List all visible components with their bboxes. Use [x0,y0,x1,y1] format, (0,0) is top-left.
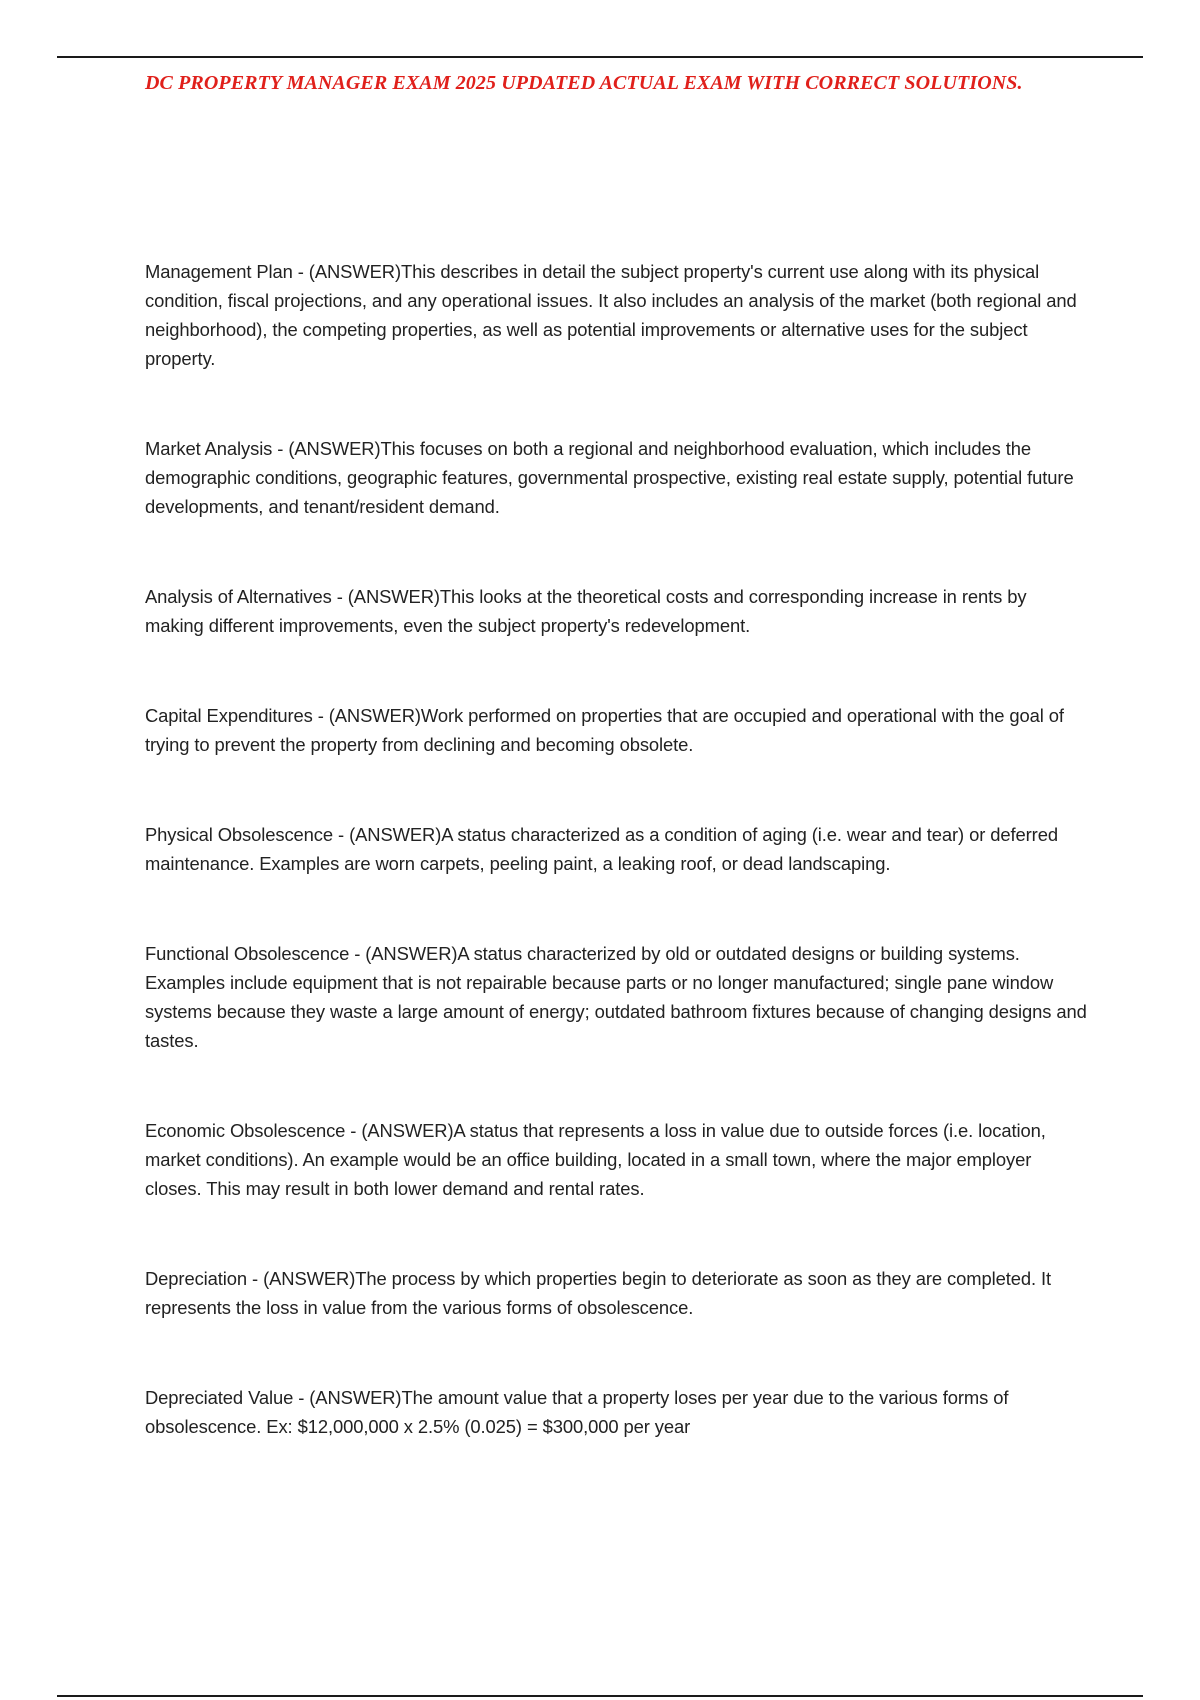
qa-entry: Physical Obsolescence - (ANSWER)A status characterized as a condition of aging (i.e. wear and tear) or deferred maintenance. Examples are worn carpets, peeling paint, a leaking roof, or dead landscaping. [145,824,1058,874]
document-body [145,257,1090,1502]
footer-rule [57,1695,1143,1697]
qa-entry: Depreciated Value - (ANSWER)The amount value that a property loses per year due to the various forms of obsolescence. Ex: $12,000,000 x 2.5% (0.025) = $300,000 per year [145,1387,1009,1437]
qa-entry: Functional Obsolescence - (ANSWER)A status characterized by old or outdated designs or building systems. Examples include equipment that is not repairable because parts or no longer manufactured; single pane window systems because they waste a large amount of energy; outdated bathroom fixtures because of changing designs and tastes. [145,943,1087,1051]
qa-entry: Capital Expenditures - (ANSWER)Work performed on properties that are occupied and operational with the goal of trying to prevent the property from declining and becoming obsolete. [145,705,1064,755]
qa-entry: Management Plan - (ANSWER)This describes in detail the subject property's current use along with its physical condition, fiscal projections, and any operational issues. It also includes an analysis of the market (both regional and neighborhood), the competing properties, as well as potential improvements or alternative uses for the subject property. [145,261,1077,369]
document-title: DC PROPERTY MANAGER EXAM 2025 UPDATED ACTUAL EXAM WITH CORRECT SOLUTIONS. [145,72,1023,94]
qa-entry: Analysis of Alternatives - (ANSWER)This looks at the theoretical costs and corresponding increase in rents by making different improvements, even the subject property's redevelopment. [145,586,1027,636]
qa-entry: Market Analysis - (ANSWER)This focuses on both a regional and neighborhood evaluation, which includes the demographic conditions, geographic features, governmental prospective, existing real estate supply, potential future developments, and tenant/resident demand. [145,438,1074,517]
qa-entry: Economic Obsolescence - (ANSWER)A status that represents a loss in value due to outside forces (i.e. location, market conditions). An example would be an office building, located in a small town, where the major employer closes. This may result in both lower demand and rental rates. [145,1120,1046,1199]
qa-entry: Depreciation - (ANSWER)The process by which properties begin to deteriorate as soon as they are completed. It represents the loss in value from the various forms of obsolescence. [145,1268,1052,1318]
header-rule [57,56,1143,58]
